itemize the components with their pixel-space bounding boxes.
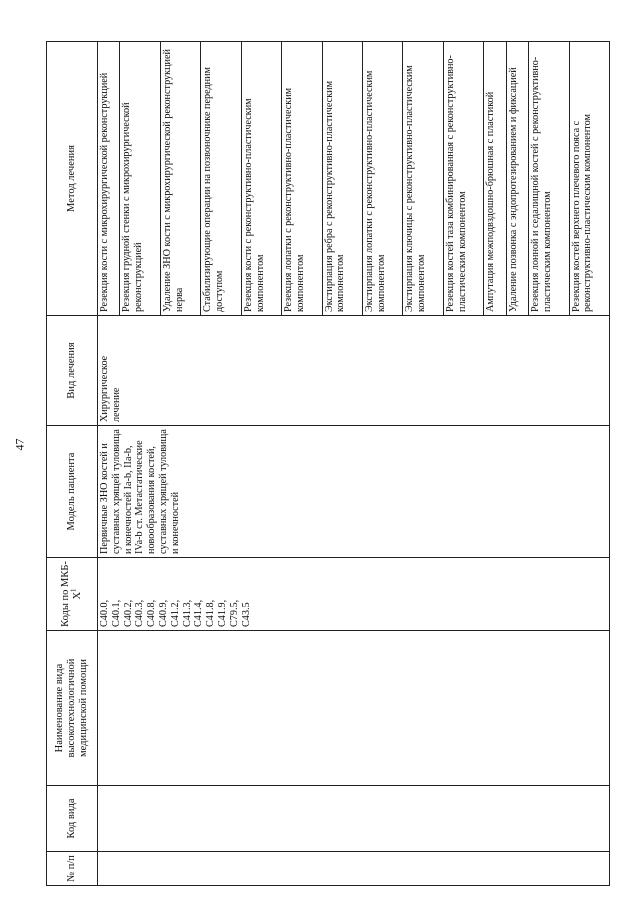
cell-treatment-kind: Хирургическое лечение bbox=[98, 316, 610, 426]
cell-method: Резекция кости с микрохирургической реконструкцией bbox=[98, 42, 120, 316]
cell-code bbox=[98, 786, 610, 852]
cell-patient-model: Первичные ЗНО костей и суставных хрящей туловища и конечностей Ia-b, IIa-b, IVa-b ст. Метастатические новообразования костей, суставных хрящей туловища и конечностей bbox=[98, 426, 610, 558]
mkb-code: C40.8, bbox=[146, 599, 158, 627]
header-mkb-label: Коды по МКБ-X bbox=[60, 561, 83, 627]
page-number: 47 bbox=[12, 438, 27, 451]
mkb-code: C41.8, bbox=[205, 599, 217, 627]
cell-method: Ампутация межподвздошно-брюшная с пластикой bbox=[484, 42, 506, 316]
mkb-code: C41.2, bbox=[169, 599, 181, 627]
cell-method: Резекция костей верхнего плечевого пояса с реконструктивно-пластическим компонентом bbox=[569, 42, 609, 316]
header-kind: Вид лечения bbox=[47, 316, 98, 426]
header-name: Наименование вида высокотехнологичной медицинской помощи bbox=[47, 631, 98, 786]
header-model: Модель пациента bbox=[47, 426, 98, 558]
mkb-code: C41.4, bbox=[193, 599, 205, 627]
header-num: № п/п bbox=[47, 852, 98, 886]
cell-method: Резекция лопатки с реконструктивно-пластическим компонентом bbox=[282, 42, 322, 316]
mkb-code: C41.3, bbox=[181, 599, 193, 627]
table-row bbox=[98, 42, 120, 886]
cell-method: Удаление ЗНО кости с микрохирургической реконструкцией нерва bbox=[160, 42, 200, 316]
cell-name bbox=[98, 631, 610, 786]
treatment-table bbox=[46, 41, 610, 886]
header-mkb-footnote: 1 bbox=[69, 588, 78, 592]
mkb-code: C79.5, bbox=[228, 599, 240, 627]
header-code: Код вида bbox=[47, 786, 98, 852]
header-method: Метод лечения bbox=[47, 42, 98, 316]
mkb-code: C40.1, bbox=[110, 599, 122, 627]
mkb-code: C40.0, bbox=[99, 599, 110, 627]
cell-method: Резекция кости с реконструктивно-пластическим компонентом bbox=[241, 42, 281, 316]
cell-method: Экстирпация ребра с реконструктивно-пластическим компонентом bbox=[322, 42, 362, 316]
mkb-code: C40.9, bbox=[157, 599, 169, 627]
cell-num bbox=[98, 852, 610, 886]
cell-method: Стабилизирующие операции на позвоночнике передним доступом bbox=[201, 42, 241, 316]
mkb-code: C41.9, bbox=[216, 599, 228, 627]
table-header-row bbox=[47, 42, 98, 886]
cell-method: Экстирпация лопатки с реконструктивно-пластическим компонентом bbox=[362, 42, 402, 316]
cell-method: Резекция грудной стенки с микрохирургической реконструкцией bbox=[120, 42, 160, 316]
cell-method: Резекция костей таза комбинированная с реконструктивно-пластическим компонентом bbox=[443, 42, 483, 316]
cell-method: Удаление позвонка с эндопротезированием и фиксацией bbox=[506, 42, 528, 316]
cell-method: Экстирпация ключицы с реконструктивно-пластическим компонентом bbox=[403, 42, 443, 316]
treatment-table-sheet bbox=[46, 42, 610, 886]
cell-method: Резекция лонной и седалищной костей с реконструктивно-пластическим компонентом bbox=[529, 42, 569, 316]
mkb-code: C40.3, bbox=[134, 599, 146, 627]
cell-mkb-codes bbox=[98, 558, 610, 631]
mkb-code: C40.2, bbox=[122, 599, 134, 627]
mkb-code: C43.5 bbox=[240, 602, 252, 627]
header-mkb bbox=[47, 558, 98, 631]
